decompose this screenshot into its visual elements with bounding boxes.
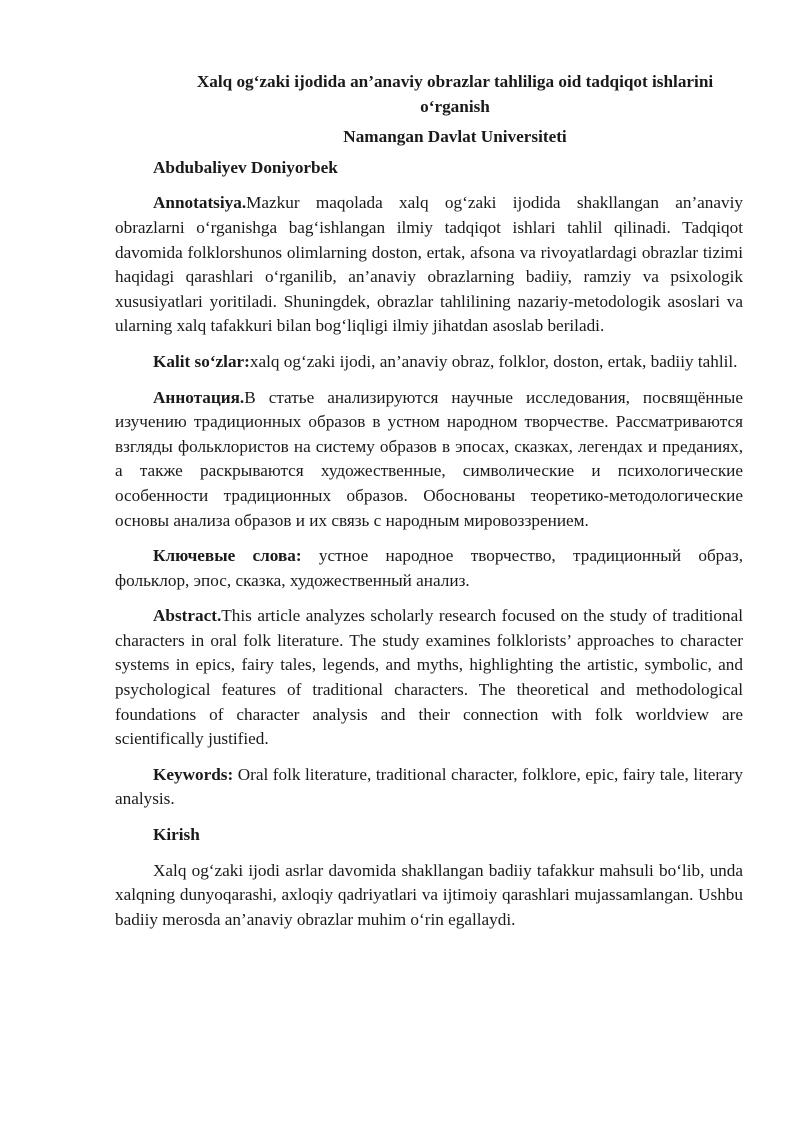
keywords-ru-label: Ключевые слова:: [153, 546, 302, 566]
keywords-en-text: Oral folk literature, traditional character, folklore, epic, fairy tale, literary analysis.: [115, 764, 743, 809]
intro-paragraph: Xalq og‘zaki ijodi asrlar davomida shakllangan badiiy tafakkur mahsuli bo‘lib, unda xalqning dunyoqarashi, axloqiy qadriyatlari va ijtimoiy qarashlari mujassamlangan. Ushbu badiiy merosda an’anaviy obrazlar muhim o‘rin egallaydi.: [115, 860, 743, 929]
abstract-en-text: This article analyzes scholarly research focused on the study of traditional characters in oral folk literature. The study examines folklorists’ approaches to character systems in epics, fairy tales, legends, and myths, highlighting the artistic, symbolic, and psychological features of traditional characters. The theoretical and methodological foundations of character analysis and their connection with folk worldview are scientifically justified.: [115, 606, 743, 749]
keywords-ru: [115, 544, 743, 593]
article-title: Xalq og‘zaki ijodida an’anaviy obrazlar tahliliga oid tadqiqot ishlarini o‘rganish: [196, 72, 714, 116]
abstract-en-label: Abstract.: [153, 606, 222, 626]
author-name: Abdubaliyev Doniyorbek: [153, 157, 338, 177]
intro-heading: Kirish: [153, 825, 200, 845]
keywords-ru-text: устное народное творчество, традиционный образ, фольклор, эпос, сказка, художественный анализ.: [115, 546, 743, 590]
keywords-uz-text: xalq og‘zaki ijodi, an’anaviy obraz, folklor, doston, ertak, badiiy tahlil.: [249, 351, 738, 371]
keywords-en-label: Keywords:: [153, 764, 234, 784]
university-name: Namangan Davlat Universiteti: [343, 127, 567, 147]
annotation-uz-text: Mazkur maqolada xalq og‘zaki ijodida shakllangan an’anaviy obrazlarni o‘rganishga bag‘ishlangan ilmiy tadqiqot ishlari tahlil qilinadi. Tadqiqot davomida folklorshunos olimlarning doston, ertak, afsona va rivoyatlardagi obrazlar tizimi haqidagi qarashlari o‘rganilib, an’anaviy obrazlarning badiiy, ramziy va psixologik xususiyatlari yoritiladi. Shuningdek, obrazlar tahlilining nazariy-metodologik asoslari va ularning xalq tafakkuri bilan bog‘liqligi ilmiy jihatdan asoslab beriladi.: [115, 193, 743, 336]
annotation-uz: [115, 191, 743, 339]
annotation-ru-text: В статье анализируются научные исследования, посвящённые изучению традиционных образов в устном народном творчестве. Рассматриваются взгляды фольклористов на систему образов в эпосах, сказках, легендах и преданиях, а также раскрываются художественные, символические и психологические особенности традиционных образов. Обоснованы теоретико-методологические основы анализа образов и их связь с народным мировоззрением.: [115, 387, 743, 530]
keywords-uz: [115, 350, 743, 375]
annotation-ru: [115, 386, 743, 534]
annotation-ru-label: Аннотация.: [153, 387, 245, 407]
keywords-en: [115, 763, 743, 812]
annotation-uz-label: Annotatsiya.: [153, 193, 247, 213]
keywords-uz-label: Kalit so‘zlar:: [153, 351, 250, 371]
document-page: [115, 70, 743, 943]
abstract-en: [115, 604, 743, 752]
